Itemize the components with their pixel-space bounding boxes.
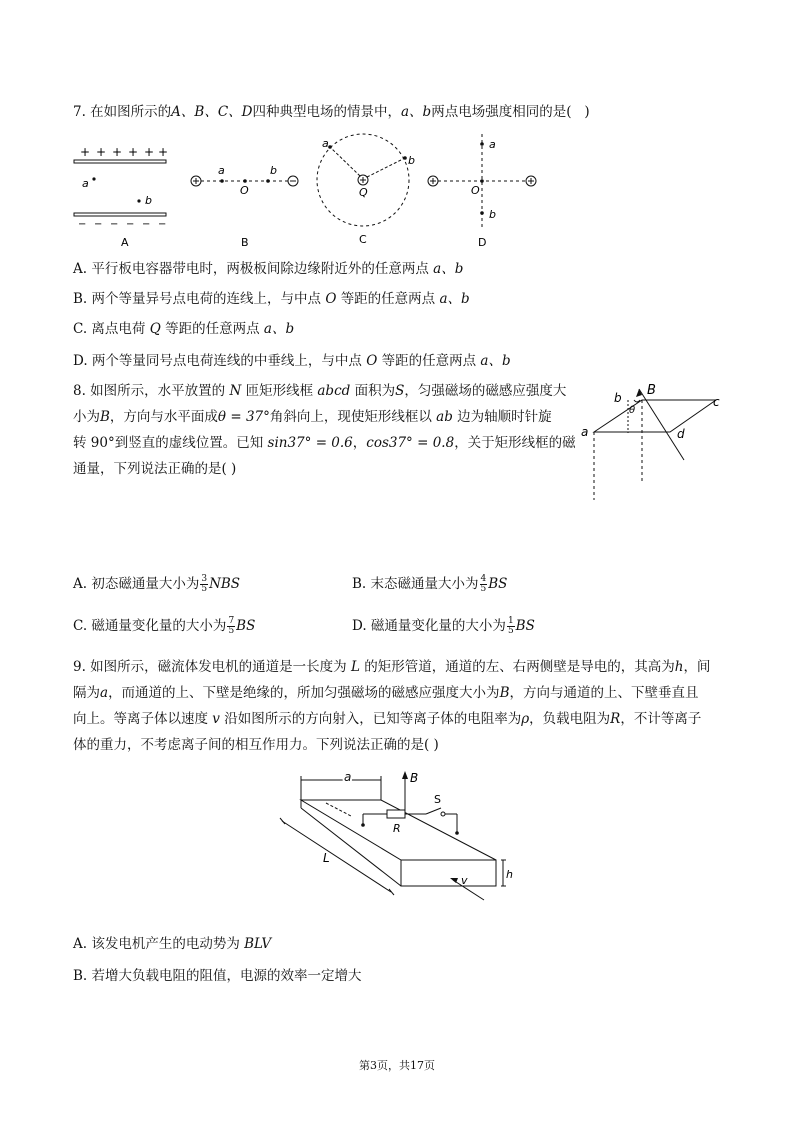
svg-text:−: − xyxy=(78,219,87,230)
q7-stem: 7. 在如图所示的A、B、C、D四种典型电场的情景中，a、b两点电场强度相同的是( ) xyxy=(73,104,590,120)
svg-text:a: a xyxy=(82,177,89,190)
svg-text:b: b xyxy=(408,154,415,167)
svg-text:O: O xyxy=(471,184,480,197)
svg-text:b: b xyxy=(489,208,496,221)
q9-option-b[interactable]: B. 若增大负载电阻的阻值，电源的效率一定增大 xyxy=(73,968,362,984)
svg-text:S: S xyxy=(434,793,441,806)
svg-text:B: B xyxy=(410,771,419,785)
svg-text:−: − xyxy=(94,219,103,230)
svg-text:d: d xyxy=(677,427,685,441)
page-footer: 第3页，共17页 xyxy=(359,1059,435,1072)
q7-figure-d xyxy=(428,134,536,249)
svg-text:−: − xyxy=(126,219,135,230)
svg-text:a: a xyxy=(218,164,225,177)
svg-text:−: − xyxy=(142,219,151,230)
q7-option-c[interactable]: C. 离点电荷 Q 等距的任意两点 a、b xyxy=(73,321,295,337)
q8-figure xyxy=(570,378,730,503)
q7-option-b[interactable]: B. 两个等量异号点电荷的连线上，与中点 O 等距的任意两点 a、b xyxy=(73,291,470,307)
svg-text:b: b xyxy=(270,164,277,177)
q9-option-a[interactable]: A. 该发电机产生的电动势为 BLV xyxy=(73,936,272,952)
svg-text:b: b xyxy=(145,194,152,207)
svg-text:R: R xyxy=(393,822,401,835)
fraction-3-5: $\frac{3}{5}$ xyxy=(201,574,208,594)
q8-option-d[interactable]: D. 磁通量变化量的大小为 $\frac{1}{5}$ BS xyxy=(352,616,535,636)
q8-stem: 8. 如图所示，水平放置的 N 匝矩形线框 abcd 面积为S，匀强磁场的磁感应强度大 小为B，方向与水平面成θ = 37°角斜向上，现使矩形线框以 ab 边为轴顺时针旋 转 90°到竖直的虚线位置。已知 sin37° = 0.6，cos37° = 0.8，关于矩形线框的磁 通量，下列说法正确的是( ) xyxy=(73,383,576,477)
svg-text:A: A xyxy=(121,236,129,249)
svg-text:a: a xyxy=(489,138,496,151)
q7-option-d[interactable]: D. 两个等量同号点电荷连线的中垂线上，与中点 O 等距的任意两点 a、b xyxy=(73,353,511,369)
svg-text:+: + xyxy=(80,145,91,159)
q8-option-a[interactable]: A. 初态磁通量大小为 $\frac{3}{5}$ NBS xyxy=(73,574,241,594)
q7-option-a[interactable]: A. 平行板电容器带电时，两极板间除边缘附近外的任意两点 a、b xyxy=(73,261,464,277)
svg-text:a: a xyxy=(322,137,329,150)
q9-stem: 9. 如图所示，磁流体发电机的通道是一长度为 L 的矩形管道，通道的左、右两侧壁是导电的，其高为h，间 隔为a，而通道的上、下壁是绝缘的，所加匀强磁场的磁感应强度大小为B，方向与通道的上、下壁垂直且 向上。等离子体以速度 v 沿如图所示的方向射入，已知等离子体的电阻率为ρ，负载电阻为R，不计等离子 体的重力，不考虑离子间的相互作用力。下列说法正确的是( ) xyxy=(73,659,711,753)
q8-option-b[interactable]: B. 末态磁通量大小为 $\frac{4}{5}$ BS xyxy=(352,574,508,594)
svg-text:D: D xyxy=(478,236,487,249)
svg-text:C: C xyxy=(359,233,367,246)
svg-text:θ: θ xyxy=(629,405,636,416)
fraction-7-5: $\frac{7}{5}$ xyxy=(228,616,235,636)
svg-text:a: a xyxy=(344,770,352,784)
svg-text:L: L xyxy=(323,851,330,865)
svg-text:c: c xyxy=(713,395,720,409)
svg-text:B: B xyxy=(241,236,249,249)
svg-text:B: B xyxy=(647,383,656,398)
svg-text:+: + xyxy=(128,145,139,159)
fraction-4-5: $\frac{4}{5}$ xyxy=(480,574,487,594)
svg-text:v: v xyxy=(461,874,468,887)
q7-figures xyxy=(68,130,558,252)
svg-text:+: + xyxy=(96,145,107,159)
svg-text:h: h xyxy=(506,868,513,881)
svg-text:−: − xyxy=(158,219,167,230)
q7-figure-b xyxy=(191,164,298,249)
svg-text:b: b xyxy=(614,391,622,405)
svg-text:−: − xyxy=(110,219,119,230)
svg-text:+: + xyxy=(112,145,123,159)
svg-text:Q: Q xyxy=(359,186,368,199)
q9-figure xyxy=(276,770,526,905)
svg-text:O: O xyxy=(240,184,249,197)
svg-text:+: + xyxy=(144,145,155,159)
fraction-1-5: $\frac{1}{5}$ xyxy=(507,616,514,636)
svg-text:+: + xyxy=(158,145,169,159)
q8-option-c[interactable]: C. 磁通量变化量的大小为 $\frac{7}{5}$ BS xyxy=(73,616,256,636)
q7-figure-c xyxy=(317,134,415,246)
q7-figure-a xyxy=(74,145,168,249)
svg-text:a: a xyxy=(581,425,589,439)
